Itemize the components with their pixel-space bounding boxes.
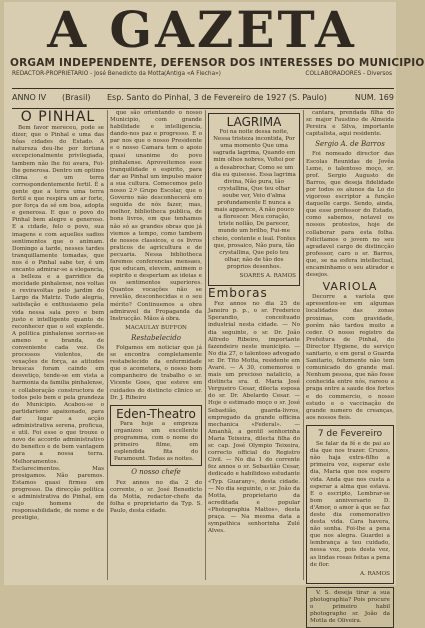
column-divider-1	[107, 110, 108, 580]
notice-body-restabelecido: Folgamos em noticiar que já se encontra completamente restabelecido da enfermidade que o acometera, o nosso bom companheiro de trabalho o sr. Vicente Goes, que esteve em cuidados do distincto clinico sr. Dr. J. Ribeiro	[110, 345, 202, 401]
top-rule	[12, 88, 394, 89]
issue-year: ANNO IV	[12, 93, 47, 102]
issue-number: NUM. 169	[354, 93, 394, 102]
article-body-o-pinhal: Bem favor mereceu, pode se dizer, que o Pinhal e uma das bôas cidades do Estado. A natureza deu-lhe por fortuna excepcionalmente privilegiada, tambem não lhe foi avara, Foi-lhe generosa. Dentro um optimo clima e um terra correspondentemente fertil. É a gente que a terra uma terra fertil e que respira um ar forte, por força da sé em boa, adopta e generosa. E que o povo do Pinhal bem alegre e generoso. E a cidade, felo o povo, sua imagens e com aquelles sadios sentimentos que o animam. Domingo a tarde, nesses tardes tranquillamente tomadas, que nos é o Pinhal sabe ter, é um encanto admirar-se a elegancia, a belleza e a garridice da mocidade pinhalense, nos voltas e reviravoltas pelo jardim do Largo da Matriz. Tudo alegria, satisfação e enthusiasmo pela vida nessa sala povo e bem justo e intelligente quanto de reconhecer que o sol explende. A politica pinhalense sorriso-se ameno e branda, de conveniente cada vez. Os processos violentos, de vexações de força, as atitudes bruscas foram caindo em desvetiço, tende-se em vista a harmonia da familia pinhalense, e collaboração constructora de todos pelo bem e pela grandeza do Municipio. Acabou-se o partidarismo apaixonado, para dar lugar a acção administrativa serena, proficua, e util. Foi esse o que trouxe o novo de accordo administrativo do benefico e de bem vantagem para a nossa terra. Melhoramentos. Esclarecimentos. Mas prosigamos. Não paremos. Estamos quasi firmes em progresso. Da direcção politica e administrativa do Pinhal, em cujo homens de responsabilidade, de nome e de prestigio,	[12, 125, 104, 522]
notice-body-sergio: Foi nomeado director das Escolas Reunidas de Jovêa Leme, o talentoso moço, sr. prof. Sergio Augusto de Barros, que deseja fidelidade por todos os alunos da Lo do vigoroso escriptor a função daquelle cargo. Sendo, ainda, que esse professor do Estado, como sabemos, notavel os nossos protestos, hoje de collaborar para esta folha. Felicitamos o jovem no seu agradavel cargo de distincção professor, caro o sr. Barros, que, se na esfera intellectual, encaminhamo o seu atirador e desejos.	[306, 151, 394, 279]
column-3	[208, 110, 300, 582]
editor-credit: REDACTOR-PROPRIETARIO - José Benedicto da Motta	[12, 71, 165, 77]
variola-heading: VARIOLA	[322, 280, 378, 294]
births-heading: Emboras	[208, 286, 268, 301]
article-heading-o-pinhal: O PINHAL	[20, 109, 96, 125]
photo-ad-box	[306, 587, 394, 628]
continuation-text: cantara, prendada filha do sr. major Faustino de Almeida Pereira e Silva, importante capitalista, aqui residente.	[306, 110, 394, 138]
notice-heading-sergio: Sergio A. de Barros	[315, 140, 385, 149]
story-heading-nosso-chefe: O nosso chefe	[131, 468, 181, 477]
column-1	[12, 110, 104, 582]
poem-heading-lagrima: LAGRIMA	[226, 115, 282, 129]
column-divider-3	[303, 110, 304, 580]
masthead-title: A GAZETA	[47, 0, 357, 59]
issue-info-bar	[12, 90, 394, 108]
photo-ad-body: V. S. deseja tirar a sua photographia? Pois procure o primeiro habil photographo sr. João da Motta de Oliveira.	[310, 589, 390, 625]
poem-body: Foi na noite dessa noite, Nessa tristeza incontida, Por uma momento Que uma sagrada lagrima, Quando em mim olhos nobres, Voltei por a desabrochar, Como se um dia eu quisesse. Essa lagrima divina, Não pura, tão crystallina, Que teu olhar soube ver, Veio d'alma profundamente E nunca a mais apparece, A não pouco a florescer. Meu coração, triste nollão, De parecer, mundo um brilho, Fui-me cheio, contente e leal. Fontes que, prosaico, Não pura, tão crystallina, Que pelo teu olhar, não de tão dos proprios desenhos.	[212, 129, 296, 270]
cinema-body: Para hoje a empreza organizou um excellente programma, com o nome do primeiro filme, em esplendida fita do Paramount. Todas as noites.	[114, 420, 198, 463]
poem-box	[208, 113, 300, 286]
issue-place-date: Esp. Santo do Pinhal, 3 de Fevereiro de 1927 (S. Paulo)	[107, 93, 327, 102]
column-4	[306, 110, 394, 625]
date-heading: 7 de Fevereiro	[317, 428, 383, 439]
article-signature: MACAULAY BUFFON	[125, 324, 187, 331]
issue-country: (Brasil)	[62, 93, 91, 102]
date-signature: A. RAMOS	[360, 570, 390, 577]
births-body: Fez annos no dia 25 de Janeiro p. p., o sr. Frederico Sperandio, conceituado industrial nesta cidade. — No dia seguinte, o sr. Dr. João Alfredo Ribeiro, importante fazendeiro neste municipio. — No dia 27, o talentoso advogado sr. Dr. Tito Motta, residente em Avaré. — A 30, comemorou o mais um precioso natalicio, a distincta sra. d. Maria José Vergueiro Cesar, dilecta esposa do sr. Dr. Abelardo Cesar. — Hoje o estimado moço o sr. José Sebastião, guarda-livros, empregado da grande officina mechanica «Federal». — Amanhã, a gentil senhorinha Maria Teixeira, dilecta filha do sr. cap. José Olympio Teixeira, correcto official do Registro Civil. — No dia 1 do corrente fez annos o sr. Sebastião Cesar, dedicado e habilidoso estudante «Typ. Guarany», desta cidade. — No dia seguinte, o sr. João da Motta, proprietario da acreditada e popular «Photographia Mattos», desta praça. — Na mesma data a sympathica senhorinha Zulé Alves.	[208, 301, 300, 535]
former-name: (Antiga «A Flecha»)	[164, 71, 221, 77]
variola-body: Decorre a varíola que apresentou-se em algumas localidades das zonas proximas, com gravidade, porém não tardou muito a ceder. O nosso registro da Prefeitura de Pinhal, do Director Hygiene, do serviço sanitario, e em geral o Guarda Sanitario, felizmente não tem comunicado do grande mal. Nenhum pessoa, que não fosse conhecida entre nós, rareou a praga entre a saude dos fortes e do commercio, o nosso estudo e o vaccinação de grande numero de creanças, aos nossos fieis.	[306, 294, 394, 421]
newspaper-page	[4, 0, 425, 625]
article-continuation: que são orientando o nosso Municipio, com grande habilidade e intelligencia, dando-nos paz e progresso. E o par nos que o nosso Presidente e o nosso Camara tem o apoio quasi unanime do povo pinhalense. Aproveitemos esse tranquilidade e espirito, para dar ao Pinhal um impulso maior a sua cultura. Comecemos pelo nosso 2.º Grupo Escolar, que o Governo não desconhecerá em seguida de nós fazer, mas, melhor, bibliotheca publica, de bons livros, em que tenhamos não só as grandes obras que já viemos a tempo, como tambem de nossos classicos, e os livros praticos de agricultura e de pecuaria. Nessa bibliotheca faremos conferencias mensaes, que educam, elevem, animem o espirito e despertam as ideias e os sentimentos superiores. Quantos vocações não se revelão, desconhecidas e o seu mérito? Continuemos a obra admiravel da Propaganda da Instrucção. Mãos á obra.	[110, 110, 202, 322]
column-2	[110, 110, 202, 582]
column-divider-2	[205, 110, 206, 580]
cinema-box	[110, 405, 202, 467]
date-body: Se falar da fé e de pai ao dia que nos trazer. Cruzes, não haja extra-filho a primeira voz, esperar este dia, Maria que nos espero vida. Anda que nos custa a esperar a alma que estava. E o escripto, Lembrar-se bom anniversario D. d'Amor, o amor à que se faz deste dia comemorativo desta vida. Cara havera, não sonha. Foi-lhe a pena que nos alegra. Guardei a lembrança a teu cuidado, nessa voz, pois desta vez, as lindas rosas feitas a pena de flor.	[310, 441, 390, 568]
masthead-tagline: ORGAM INDEPENDENTE, DEFENSOR DOS INTERESSES DO MUNICIPIO	[10, 57, 425, 69]
poem-signature: SOARES A. RAMOS	[239, 272, 296, 279]
collaborators-credit: COLLABORADORES - Diversos	[305, 71, 392, 77]
story-body-nosso-chefe: Fez annos no dia 2 do corrente, o sr. José Benedicto da Motta, redactor-chefe da folha e proprietario da Typ. S. Paulo, desta cidade.	[110, 479, 202, 514]
date-box	[306, 425, 394, 584]
cinema-heading: Eden-Theatro	[116, 406, 196, 421]
notice-heading-restabelecido: Restabelecido	[131, 333, 181, 342]
